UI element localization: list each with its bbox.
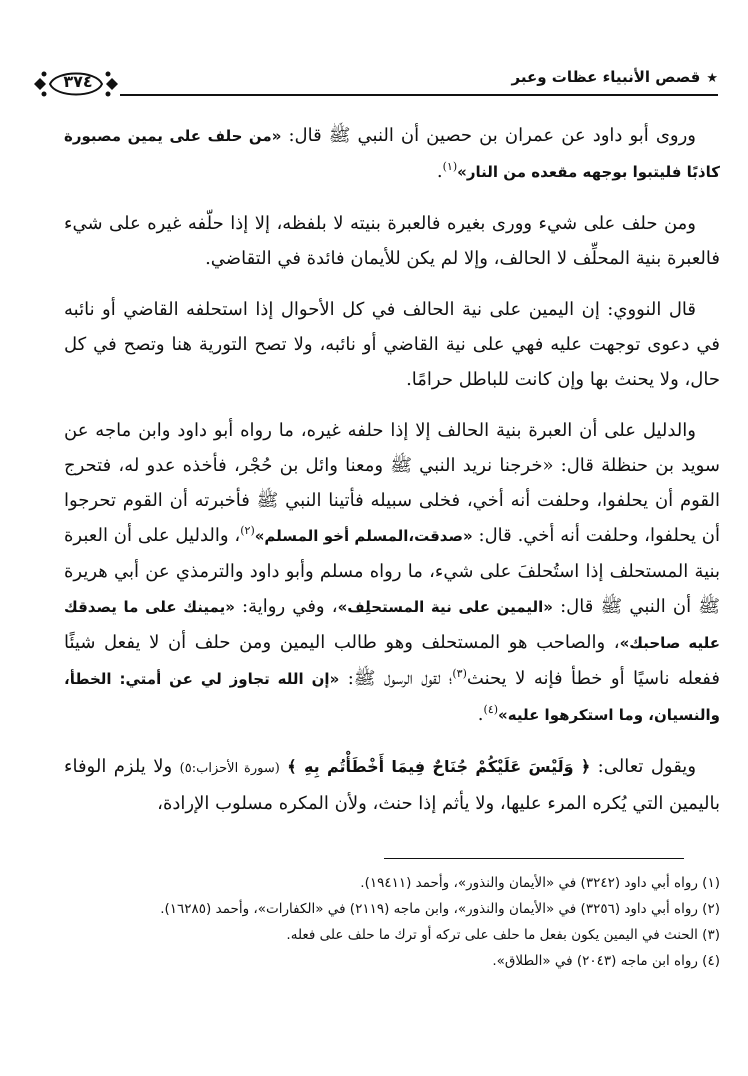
hadith-quote: «صدقت،المسلم أخو المسلم» [254, 527, 473, 545]
page-header [30, 66, 718, 106]
verse-reference: (سورة الأحزاب:٥) [179, 761, 280, 776]
footnote-ref-2: (٢) [240, 524, 255, 537]
running-title [512, 68, 718, 86]
hadith-quote: «اليمين على نية المستحلِف» [337, 598, 553, 616]
star-icon: ★ [706, 71, 718, 86]
footnote-4: (٤) رواه ابن ماجه (٢٠٤٣) في «الطلاق». [492, 953, 720, 969]
footnote-3: (٣) الحنث في اليمين يكون بفعل ما حلف على تركه أو ترك ما حلف على فعله. [286, 927, 720, 943]
footnote-divider [384, 858, 684, 859]
footnote-ref-1: (١) [442, 160, 458, 173]
paragraph-4: والدليل على أن العبرة بنية الحالف إلا إذا حلفه غيره، ما رواه أبو داود وابن ماجه عن سويد بن حنظلة قال: «خرجنا نريد النبي ﷺ ومعنا وائل بن حُجْر، فأخذه عدو له، فتحرج القوم أن يحلفوا، وحلفت أنه أخي، فخلى سبيله فأتينا النبي ﷺ فأخبرته أن القوم تحرجوا أن يحلفوا، وحلفت أنه أخي. قال: «صدقت،المسلم أخو المسلم»$^{(٢)}$، والدليل على أن العبرة بنية المستحلف إذا استُحلفَ على شيء، ما رواه مسلم وأبو داود والترمذي عن أبي هريرة ﷺ أن النبي ﷺ قال: «اليمين على نية المستحلِف»، وفي رواية: «يمينك على ما يصدقك عليه صاحبك»، والصاحب هو المستحلف وهو طالب اليمين ومن حلف أن لا يفعل شيئًا ففعله ناسيًا أو خطأ فإنه لا يحنث$^{(٣)}$؛ لقول الرسول ﷺ: «إن الله تجاوز لي عن أمتي: الخطأ، والنسيان، وما استكرهوا عليه»$^{(٤)}$. [64, 420, 721, 725]
footnote-2: (٢) رواه أبي داود (٣٢٥٦) في «الأيمان والنذور»، وابن ماجه (٢١١٩) في «الكفارات»، وأحمد (١٦٢٨٥). [160, 901, 720, 917]
footnote-ref-3: (٣) [452, 667, 467, 680]
paragraph-5: ويقول تعالى: ﴿ وَلَيْسَ عَلَيْكُمْ جُنَاحٌ فِيمَا أَخْطَأْتُم بِهِ ﴾ (سورة الأحزاب:٥) ولا يلزم الوفاء باليمين التي يُكره المرء عليها، ولا يأثم إذا حنث، ولأن المكره مسلوب الإرادة، [64, 756, 720, 814]
main-text [64, 118, 720, 821]
hadith-quote: «من حلف على يمين مصبورة كاذبًا فليتبوا بوجهه مقعده من النار» [64, 127, 720, 181]
paragraph-3: قال النووي: إن اليمين على نية الحالف في كل الأحوال إذا استحلفه القاضي أو نائبه في دعوى توجهت عليه فهي على نية القاضي أو نائبه، ولا تصح التورية هنا وتصح في كل حال، ولا يحنث بها وإن كانت للباطل حرامًا. [64, 299, 720, 390]
footnotes [64, 872, 720, 976]
quran-verse: ﴿ وَلَيْسَ عَلَيْكُمْ جُنَاحٌ فِيمَا أَخْطَأْتُم بِهِ ﴾ [287, 757, 591, 776]
page-number: ٣٧٤ [63, 72, 93, 91]
paragraph-1: وروى أبو داود عن عمران بن حصين أن النبي ﷺ قال: «من حلف على يمين مصبورة كاذبًا فليتبوا بوجهه مقعده من النار»$^{(١)}$. [64, 125, 720, 182]
hadith-quote: «إن الله تجاوز لي عن أمتي: الخطأ، والنسيان، وما استكرهوا عليه» [64, 670, 720, 724]
paragraph-2: ومن حلف على شيء وورى بغيره فالعبرة بنيته لا بلفظه، إلا إذا حلّفه غيره على شيء فالعبرة بنية المحلِّف لا الحالف، وإلا لم يكن للأيمان فائدة في التقاضي. [64, 213, 720, 269]
footnote-1: (١) رواه أبي داود (٣٢٤٢) في «الأيمان والنذور»، وأحمد (١٩٤١١). [360, 875, 720, 891]
header-rule [120, 94, 718, 96]
hadith-quote: «يمينك على ما يصدقك عليه صاحبك» [64, 598, 721, 652]
book-title-text: قصص الأنبياء عظات وعبر [511, 68, 701, 86]
footnote-ref-4: (٤) [483, 703, 499, 716]
